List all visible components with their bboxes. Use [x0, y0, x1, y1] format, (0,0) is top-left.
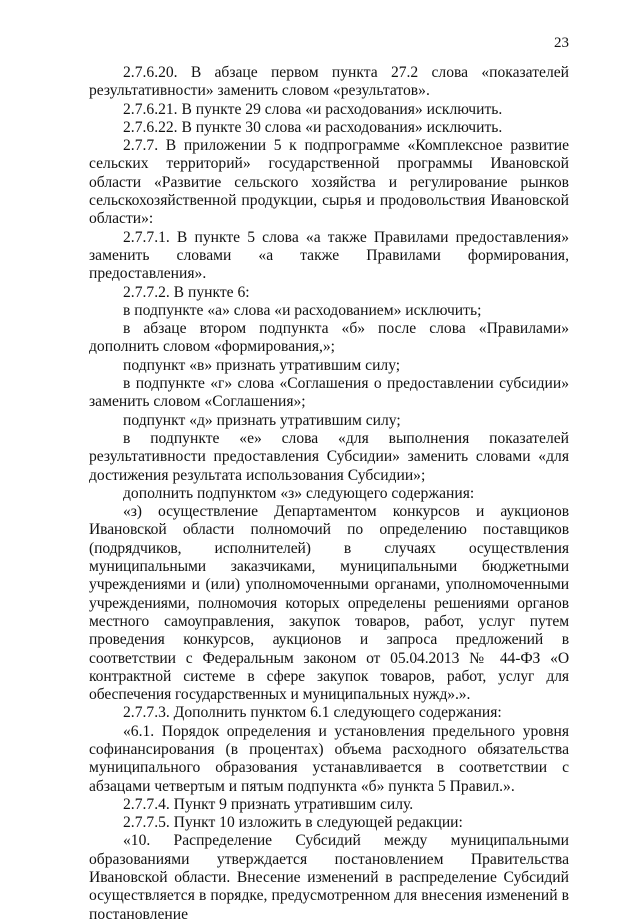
paragraph-add-subitem-z: дополнить подпунктом «з» следующего содержания: — [123, 484, 475, 502]
paragraph-subitem-v: подпункт «в» признать утратившим силу; — [123, 356, 401, 374]
paragraph-6-1-text: «6.1. Порядок определения и установления предельного уровня софинансирования (в процентах) объема расходного обязательства муниципального образования устанавливается в соответствии с абзацами четвертым и пятым подпункта «б» пункта 5 Правил.». — [89, 722, 569, 795]
paragraph-2-7-7-4: 2.7.7.4. Пункт 9 признать утратившим силу. — [123, 795, 414, 813]
paragraph-2-7-7: 2.7.7. В приложении 5 к подпрограмме «Комплексное развитие сельских территорий» государственной программы Ивановской области «Развитие сельского хозяйства и регулирование рынков сельскохозяйственной продукции, сырья и продовольствия Ивановской области»: — [89, 137, 569, 228]
document-body — [89, 64, 569, 924]
paragraph-subitem-b: в абзаце втором подпункта «б» после слова «Правилами» дополнить словом «формирования,»; — [89, 320, 569, 356]
paragraph-10-text: «10. Распределение Субсидий между муниципальными образованиями утверждается постановлением Правительства Ивановской области. Внесение изменений в распределение Субсидий осуществляется в порядке, предусмотренном для внесения изменений в постановление — [89, 832, 569, 923]
paragraph-2-7-7-2: 2.7.7.2. В пункте 6: — [123, 283, 250, 301]
paragraph-2-7-7-5: 2.7.7.5. Пункт 10 изложить в следующей редакции: — [123, 814, 463, 832]
paragraph-subitem-z-text: «з) осуществление Департаментом конкурсов и аукционов Ивановской области полномочий по определению поставщиков (подрядчиков, исполнителей) в случаях осуществления муниципальными заказчиками, муниципальными бюджетными учреждениями и (или) уполномоченными органами, уполномоченными учреждениями, полномочия которых определены решениями органов местного самоуправления, закупок товаров, работ, услуг путем проведения конкурсов, аукционов и запроса предложений в соответствии с Федеральным законом от 05.04.2013 № 44-ФЗ «О контрактной системе в сфере закупок товаров, работ, услуг для обеспечения государственных и муниципальных нужд».». — [89, 503, 569, 704]
paragraph-2-7-7-3: 2.7.7.3. Дополнить пунктом 6.1 следующего содержания: — [123, 704, 502, 722]
paragraph-2-7-7-1: 2.7.7.1. В пункте 5 слова «а также Правилами предоставления» заменить словами «а также Правилами формирования, предоставления». — [89, 228, 569, 283]
page-number: 23 — [554, 35, 569, 51]
paragraph-subitem-e: в подпункте «е» слова «для выполнения показателей результативности предоставления Субсидии» заменить словами «для достижения результата использования Субсидии»; — [89, 429, 569, 484]
paragraph-2-7-6-22: 2.7.6.22. В пункте 30 слова «и расходования» исключить. — [123, 118, 503, 136]
paragraph-subitem-g: в подпункте «г» слова «Соглашения о предоставлении субсидии» заменить словом «Соглашения»; — [89, 375, 569, 411]
paragraph-2-7-6-20: 2.7.6.20. В абзаце первом пункта 27.2 слова «показателей результативности» заменить словом «результатов». — [89, 64, 569, 100]
paragraph-2-7-6-21: 2.7.6.21. В пункте 29 слова «и расходования» исключить. — [123, 100, 503, 118]
paragraph-subitem-a: в подпункте «а» слова «и расходованием» исключить; — [123, 301, 482, 319]
paragraph-subitem-d: подпункт «д» признать утратившим силу; — [123, 411, 401, 429]
